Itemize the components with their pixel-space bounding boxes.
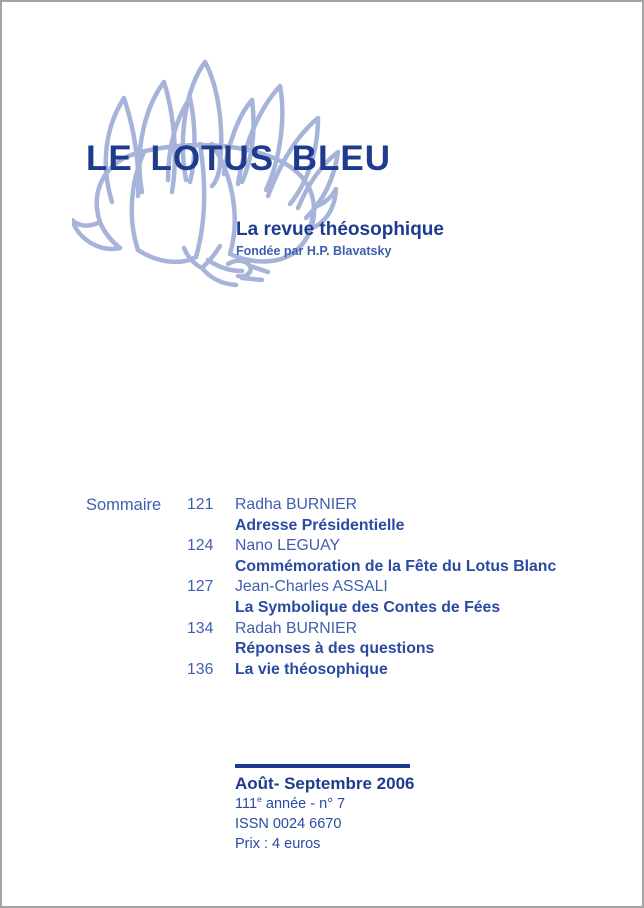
toc-heading: Sommaire (86, 496, 162, 514)
toc-article-title: Adresse Présidentielle (235, 516, 405, 534)
toc-article-title: Commémoration de la Fête du Lotus Blanc (235, 557, 557, 575)
toc-entry-title-row (187, 557, 627, 578)
toc-page-number: 134 (187, 619, 214, 637)
toc-author: Jean-Charles ASSALI (235, 578, 388, 596)
toc-entry-title-row (187, 660, 627, 681)
toc-article-title: Réponses à des questions (235, 640, 435, 658)
toc-article-title: La vie théosophique (235, 660, 388, 678)
table-of-contents (187, 495, 627, 680)
toc-number-spacer (187, 516, 235, 537)
toc-article-title: La Symbolique des Contes de Fées (235, 598, 501, 616)
toc-number-spacer (187, 557, 235, 578)
issue-price: Prix : 4 euros (235, 836, 321, 852)
volume-ordinal-sup: e (257, 794, 262, 805)
volume-rest: année - n° 7 (261, 796, 346, 812)
volume-number: 111 (235, 796, 258, 812)
toc-author: Radha BURNIER (235, 496, 358, 513)
issue-issn: ISSN 0024 6670 (235, 816, 342, 832)
issue-info-block (235, 764, 455, 854)
toc-page-number: 127 (187, 578, 214, 596)
issue-volume (235, 794, 455, 814)
toc-page-number: 124 (187, 537, 214, 555)
magazine-title: LE LOTUS BLEU (86, 139, 392, 178)
toc-entry-title-row (187, 639, 627, 660)
divider-rule (235, 764, 410, 768)
toc-page-number: 121 (187, 496, 214, 513)
issue-date: Août- Septembre 2006 (235, 774, 415, 793)
toc-author: Radah BURNIER (235, 619, 358, 637)
toc-entry-author-row (187, 619, 627, 640)
toc-number-spacer (187, 598, 235, 619)
toc-author: Nano LEGUAY (235, 537, 341, 555)
toc-entry-author-row (187, 495, 627, 516)
toc-entry-author-row (187, 536, 627, 557)
toc-page-number: 136 (187, 660, 214, 678)
founder-line: Fondée par H.P. Blavatsky (236, 244, 392, 258)
magazine-subtitle: La revue théosophique (236, 219, 444, 240)
masthead-subtitle-block (236, 219, 444, 258)
toc-entry-author-row (187, 577, 627, 598)
toc-entry-title-row (187, 598, 627, 619)
toc-entry-title-row (187, 516, 627, 537)
toc-number-spacer (187, 639, 235, 660)
